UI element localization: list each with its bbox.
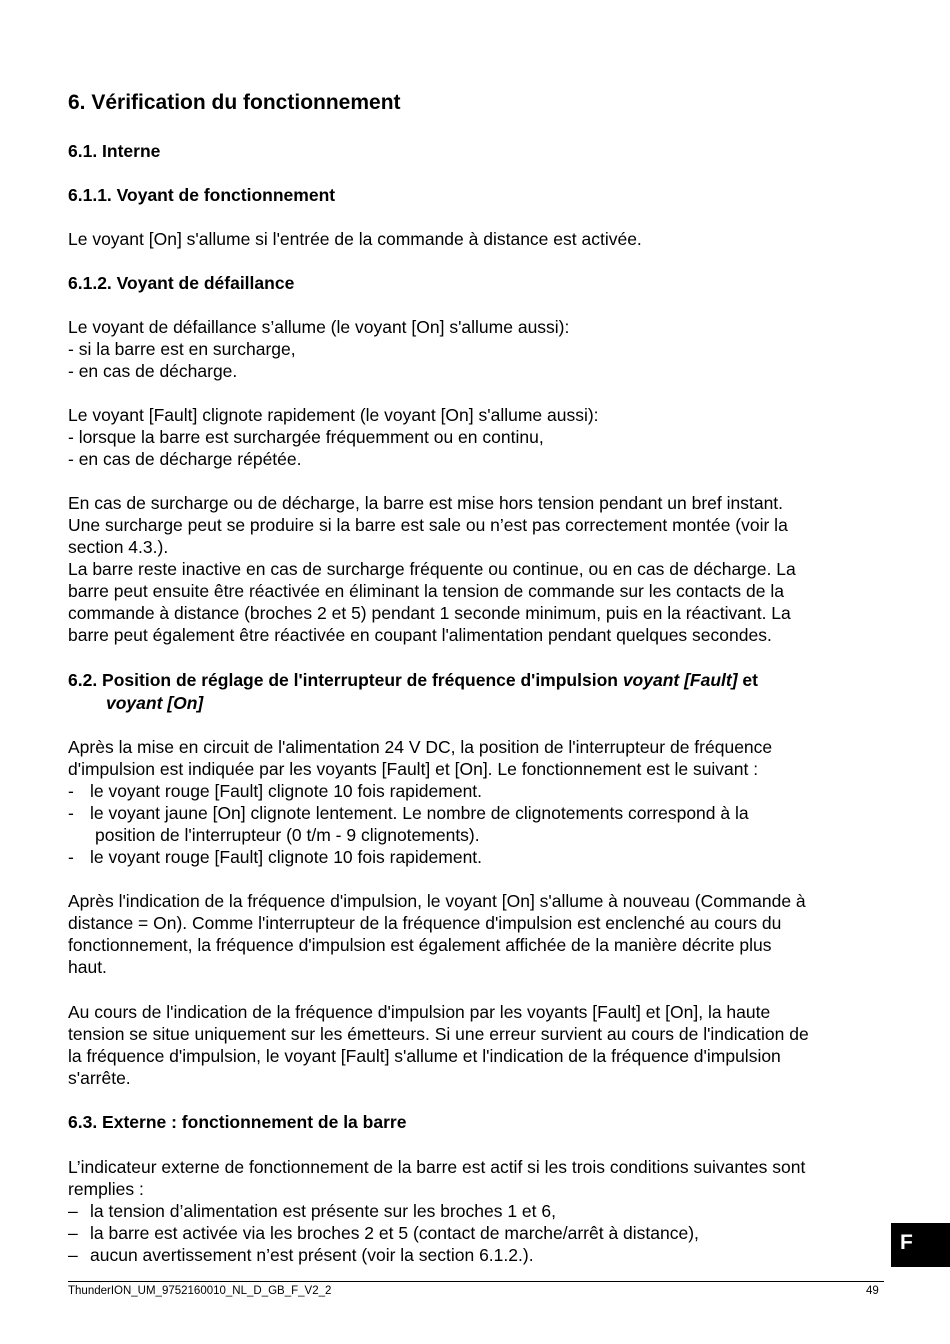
text-line: Après la mise en circuit de l'alimentation 24 V DC, la position de l'interrupteur de fréquence: [68, 737, 773, 757]
text-line: Après l'indication de la fréquence d'impulsion, le voyant [On] s'allume à nouveau (Commande à: [68, 891, 806, 911]
text-line: Le voyant de défaillance s’allume (le voyant [On] s'allume aussi):: [68, 317, 570, 337]
subsection-title-6-3: 6.3. Externe : fonctionnement de la barre: [68, 1112, 407, 1132]
paragraph-6-3: [68, 1156, 805, 1266]
list-item-continuation: position de l'interrupteur (0 t/m - 9 clignotements).: [95, 825, 480, 845]
footer-divider: [68, 1281, 884, 1282]
list-dash: -: [68, 803, 74, 823]
footer-doc-id: ThunderION_UM_9752160010_NL_D_GB_F_V2_2: [68, 1285, 332, 1297]
list-dash: –: [68, 1223, 78, 1243]
list-item: - le voyant jaune [On] clignote lentement. Le nombre de clignotements correspond à la: [68, 803, 749, 823]
text-line: - lorsque la barre est surchargée fréquemment ou en continu,: [68, 427, 544, 447]
list-item: - le voyant rouge [Fault] clignote 10 fois rapidement.: [68, 781, 483, 801]
paragraph-6-1-1: [68, 228, 642, 250]
text-line: barre peut également être réactivée en coupant l'alimentation pendant quelques secondes.: [68, 625, 772, 645]
text-line: fonctionnement, la fréquence d'impulsion est également affichée de la manière décrite plus: [68, 935, 772, 955]
text-line: d'impulsion est indiquée par les voyants [Fault] et [On]. Le fonctionnement est le suivant :: [68, 759, 759, 779]
text-line: Une surcharge peut se produire si la barre est sale ou n’est pas correctement montée (voir la: [68, 515, 788, 535]
paragraph-6-1-2-b: [68, 404, 599, 470]
list-dash: -: [68, 847, 74, 867]
text-line: - si la barre est en surcharge,: [68, 339, 296, 359]
subsection-title-6-2: 6.2. Position de réglage de l'interrupteur de fréquence d'impulsion voyant [Fault] et voyant [On]: [68, 670, 758, 713]
text-line: s'arrête.: [68, 1068, 131, 1088]
language-tab-label: F: [900, 1231, 913, 1254]
list-item: – la tension d’alimentation est présente sur les broches 1 et 6,: [68, 1201, 556, 1221]
section-title: 6. Vérification du fonctionnement: [68, 91, 401, 114]
paragraph-6-2-b: [68, 890, 806, 978]
text-line: remplies :: [68, 1179, 144, 1199]
paragraph-6-1-2-a: [68, 316, 569, 382]
title-italic-on: voyant [On]: [106, 693, 204, 713]
title-italic-fault: voyant [Fault]: [622, 670, 738, 690]
list-dash: –: [68, 1201, 78, 1221]
subsection-title-6-1-2: 6.1.2. Voyant de défaillance: [68, 273, 295, 293]
text-line: commande à distance (broches 2 et 5) pendant 1 seconde minimum, puis en la réactivant. La: [68, 603, 791, 623]
text-line: haut.: [68, 957, 107, 977]
text-line: barre peut ensuite être réactivée en éliminant la tension de commande sur les contacts de la: [68, 581, 784, 601]
subsection-title-6-1-1: 6.1.1. Voyant de fonctionnement: [68, 185, 336, 205]
text-line: En cas de surcharge ou de décharge, la barre est mise hors tension pendant un bref instant.: [68, 493, 784, 513]
language-tab: [891, 1223, 950, 1267]
text-line: Le voyant [On] s'allume si l'entrée de la commande à distance est activée.: [68, 229, 642, 249]
paragraph-6-2-c: [68, 1001, 809, 1089]
text-line: - en cas de décharge répétée.: [68, 449, 302, 469]
list-dash: –: [68, 1245, 78, 1265]
text-line: Le voyant [Fault] clignote rapidement (le voyant [On] s'allume aussi):: [68, 405, 599, 425]
text-line: distance = On). Comme l'interrupteur de la fréquence d'impulsion est enclenché au cours du: [68, 913, 782, 933]
text-line: - en cas de décharge.: [68, 361, 238, 381]
list-item: – aucun avertissement n’est présent (voir la section 6.1.2.).: [68, 1245, 534, 1265]
page-number: 49: [866, 1285, 879, 1297]
list-item: - le voyant rouge [Fault] clignote 10 fois rapidement.: [68, 847, 483, 867]
text-line: tension se situe uniquement sur les émetteurs. Si une erreur survient au cours de l'indication de: [68, 1024, 809, 1044]
text-line: Au cours de l'indication de la fréquence d'impulsion par les voyants [Fault] et [On], la haute: [68, 1002, 771, 1022]
subsection-title-6-1: 6.1. Interne: [68, 141, 161, 161]
list-item: – la barre est activée via les broches 2 et 5 (contact de marche/arrêt à distance),: [68, 1223, 699, 1243]
text-line: la fréquence d'impulsion, le voyant [Fault] s'allume et l'indication de la fréquence d'impulsion: [68, 1046, 781, 1066]
text-line: section 4.3.).: [68, 537, 169, 557]
paragraph-6-1-2-c: [68, 492, 796, 646]
text-line: La barre reste inactive en cas de surcharge fréquente ou continue, ou en cas de décharge. La: [68, 559, 796, 579]
text-line: L’indicateur externe de fonctionnement de la barre est actif si les trois conditions suivantes sont: [68, 1157, 806, 1177]
paragraph-6-2-a: [68, 736, 772, 868]
list-dash: -: [68, 781, 74, 801]
